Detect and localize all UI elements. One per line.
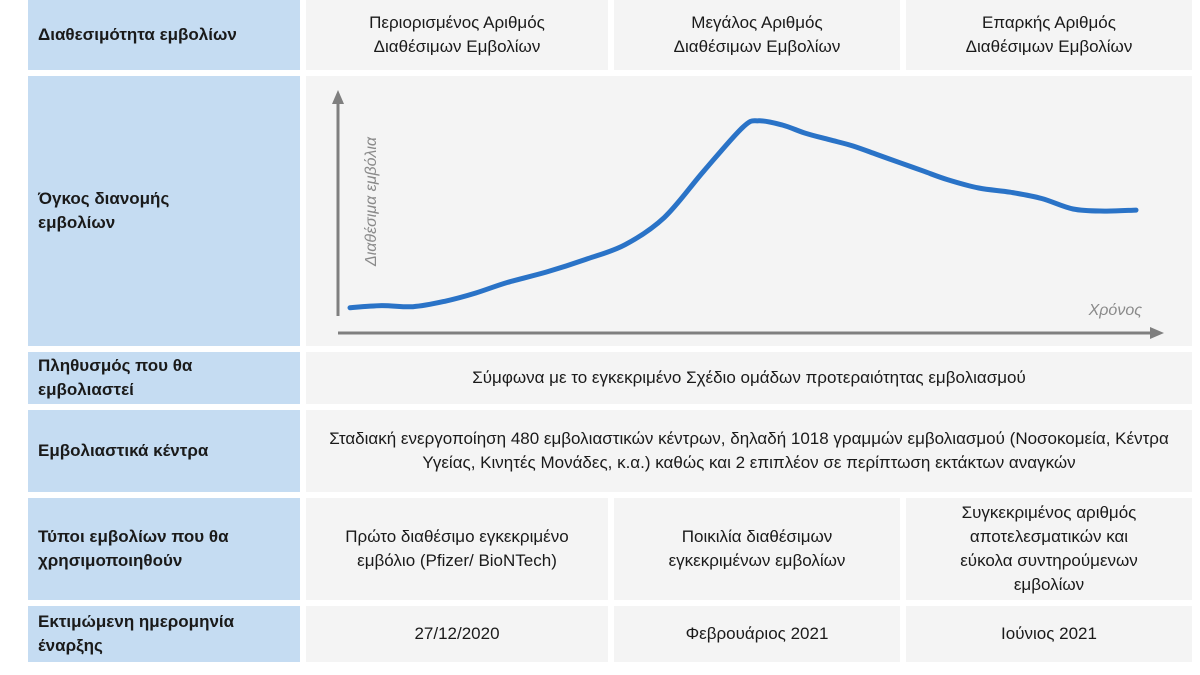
y-axis-label: Διαθέσιμα εμβόλια [363, 136, 380, 266]
population-header-text: Πληθυσμός που θα εμβολιαστεί [38, 356, 193, 399]
distribution-header [28, 76, 300, 346]
population-value [306, 352, 1192, 404]
distribution-chart-cell [306, 76, 1192, 346]
vaccine-type-phase1-text: Πρώτο διαθέσιμο εγκεκριμένο εμβόλιο (Pfizer/ BioNTech) [345, 527, 569, 570]
vaccine-type-phase2-text: Ποικιλία διαθέσιμων εγκεκριμένων εμβολίων [668, 527, 846, 570]
vaccine-type-phase2 [614, 498, 900, 600]
phase-sufficient-text: Επαρκής Αριθμός Διαθέσιμων Εμβολίων [965, 13, 1133, 56]
distribution-series-line [350, 121, 1136, 308]
x-axis-arrow [1150, 327, 1164, 339]
centers-value-text: Σταδιακή ενεργοποίηση 480 εμβολιαστικών κέντρων, δηλαδή 1018 γραμμών εμβολιασμού (Νοσοκομεία, Κέντρα Υγείας, Κινητές Μονάδες, κ.α.) καθώς και 2 επιπλέον σε περίπτωση εκτάκτων αναγκών [329, 429, 1169, 472]
y-axis-arrow [332, 90, 344, 104]
phase-limited [306, 0, 608, 70]
centers-header-text: Εμβολιαστικά κέντρα [38, 441, 209, 460]
population-value-text: Σύμφωνα με το εγκεκριμένο Σχέδιο ομάδων προτεραιότητας εμβολιασμού [472, 368, 1026, 387]
phase-sufficient [906, 0, 1192, 70]
vaccine-type-phase1 [306, 498, 608, 600]
start-date-phase2-text: Φεβρουάριος 2021 [685, 624, 829, 643]
distribution-header-text: Όγκος διανομής εμβολίων [38, 189, 170, 232]
availability-header-text: Διαθεσιμότητα εμβολίων [38, 25, 237, 44]
start-date-header-text: Εκτιμώμενη ημερομηνία έναρξης [38, 612, 235, 655]
centers-header [28, 410, 300, 492]
start-date-phase1 [306, 606, 608, 662]
vaccine-types-header [28, 498, 300, 600]
start-date-phase1-text: 27/12/2020 [414, 624, 500, 643]
start-date-header [28, 606, 300, 662]
phase-large-text: Μεγάλος Αριθμός Διαθέσιμων Εμβολίων [673, 13, 841, 56]
vaccine-type-phase3 [906, 498, 1192, 600]
start-date-phase3 [906, 606, 1192, 662]
vaccine-types-header-text: Τύποι εμβολίων που θα χρησιμοποιηθούν [38, 527, 229, 570]
centers-value [306, 410, 1192, 492]
start-date-phase3-text: Ιούνιος 2021 [1001, 624, 1097, 643]
x-axis-label: Χρόνος [1088, 302, 1142, 319]
availability-header [28, 0, 300, 70]
population-header [28, 352, 300, 404]
phase-large [614, 0, 900, 70]
start-date-phase2 [614, 606, 900, 662]
distribution-chart [306, 76, 1192, 346]
vaccine-type-phase3-text: Συγκεκριμένος αριθμός αποτελεσματικών και εύκολα συντηρούμενων εμβολίων [960, 503, 1138, 594]
phase-limited-text: Περιορισμένος Αριθμός Διαθέσιμων Εμβολίων [369, 13, 545, 56]
